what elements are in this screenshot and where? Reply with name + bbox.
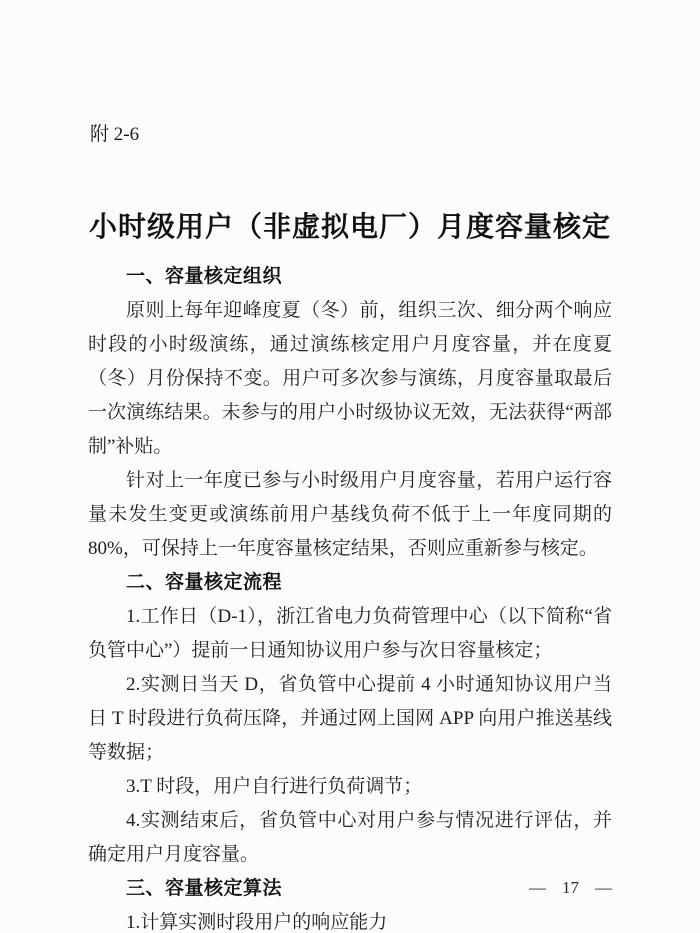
section-heading-2: 二、容量核定流程: [126, 572, 283, 593]
numbered-item: 3.T 时段，用户自行进行负荷调节；: [126, 776, 423, 797]
numbered-item: 4.实测结束后，省负管中心对用户参与情况进行评估，并确定用户月度容量。: [88, 810, 612, 865]
footer-dash-left: —: [529, 878, 546, 897]
paragraph: 针对上一年度已参与小时级用户月度容量，若用户运行容量未发生变更或演练前用户基线负荷不低于上一年度同期的 80%，可保持上一年度容量核定结果，否则应重新参与核定。: [88, 470, 612, 559]
page-title: 小时级用户（非虚拟电厂）月度容量核定: [88, 211, 611, 243]
numbered-item: 1.计算实测时段用户的响应能力: [126, 912, 388, 933]
attachment-label: 附 2-6: [90, 124, 140, 145]
document-body: [88, 260, 612, 933]
section-capacity-verification-process: [88, 566, 612, 872]
paragraph: 原则上每年迎峰度夏（冬）前，组织三次、细分两个响应时段的小时级演练，通过演练核定用户月度容量，并在度夏（冬）月份保持不变。用户可多次参与演练，月度容量取最后一次演练结果。未参与的用户小时级协议无效，无法获得“两部制”补贴。: [88, 300, 612, 457]
section-heading-1: 一、容量核定组织: [126, 266, 283, 287]
section-heading-3: 三、容量核定算法: [126, 878, 283, 899]
footer-dash-right: —: [595, 878, 612, 897]
page-footer: [529, 877, 612, 899]
page-number: 17: [562, 878, 579, 897]
numbered-item: 2.实测日当天 D，省负管中心提前 4 小时通知协议用户当日 T 时段进行负荷压降，并通过网上国网 APP 向用户推送基线等数据；: [88, 674, 612, 763]
section-capacity-verification-organization: [88, 260, 612, 566]
numbered-item: 1.工作日（D-1），浙江省电力负荷管理中心（以下简称“省负管中心”）提前一日通知协议用户参与次日容量核定；: [88, 606, 612, 661]
